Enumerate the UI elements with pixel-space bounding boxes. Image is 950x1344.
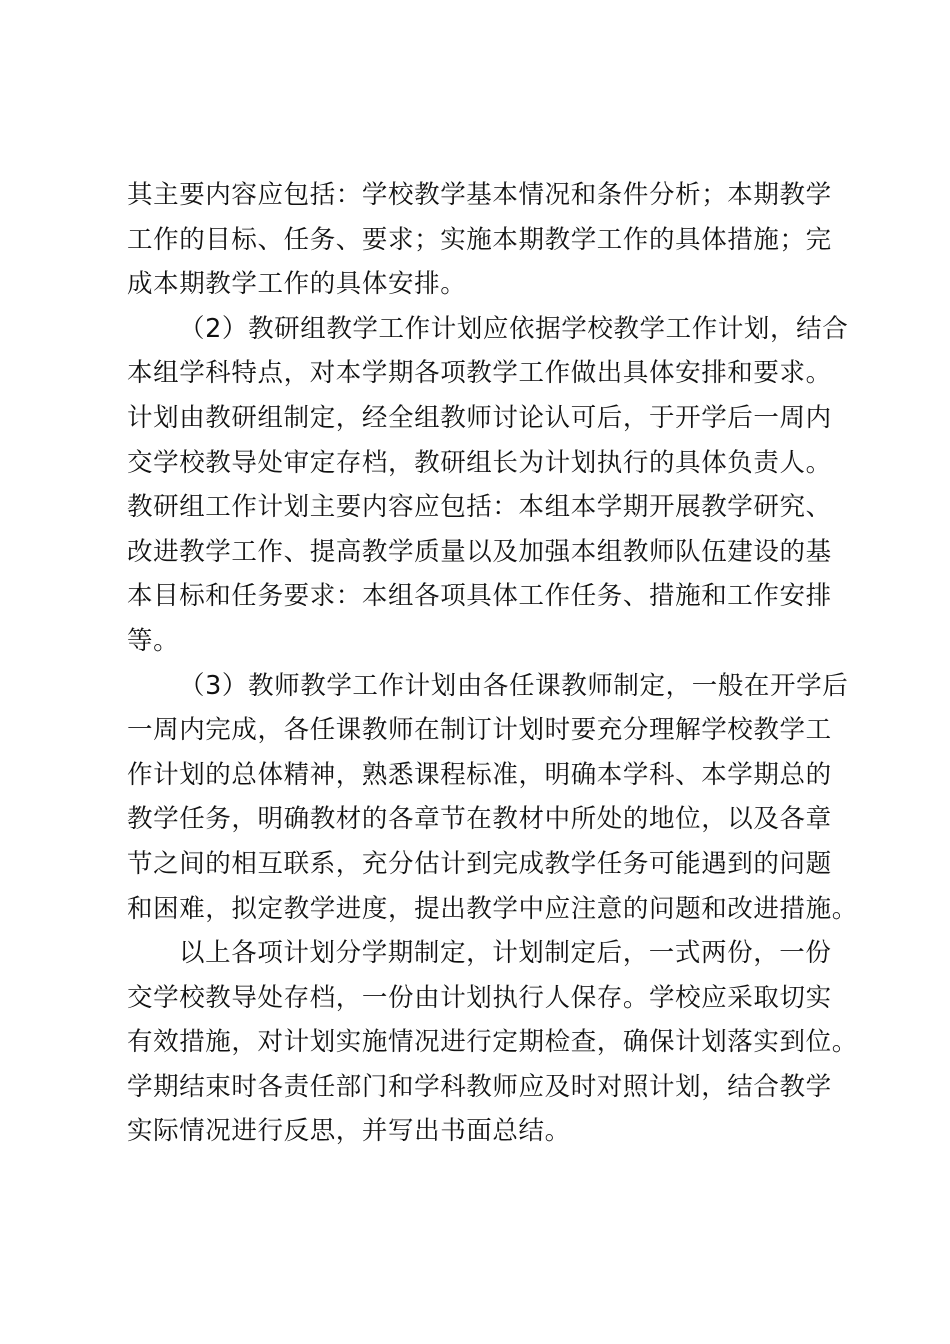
text-line: 实际情况进行反思，并写出书面总结。 xyxy=(127,1116,571,1147)
paragraph-start-line: （3）教师教学工作计划由各任课教师制定，一般在开学后 xyxy=(179,670,849,701)
paragraph-start-line: 以上各项计划分学期制定，计划制定后，一式两份，一份 xyxy=(179,938,832,969)
text-line: 学期结束时各责任部门和学科教师应及时对照计划，结合教学 xyxy=(127,1071,832,1102)
text-line: 作计划的总体精神，熟悉课程标准，明确本学科、本学期总的 xyxy=(127,759,832,790)
text-line: 教学任务，明确教材的各章节在教材中所处的地位，以及各章 xyxy=(127,804,832,835)
text-line: 计划由教研组制定，经全组教师讨论认可后，于开学后一周内 xyxy=(127,402,832,433)
text-line: 和困难，拟定教学进度，提出教学中应注意的问题和改进措施。 xyxy=(127,893,858,924)
text-line: 其主要内容应包括：学校教学基本情况和条件分析；本期教学 xyxy=(127,180,832,210)
text-line: 成本期教学工作的具体安排。 xyxy=(127,269,467,300)
text-line: 交学校教导处存档，一份由计划执行人保存。学校应采取切实 xyxy=(127,982,832,1013)
text-line: 本组学科特点，对本学期各项教学工作做出具体安排和要求。 xyxy=(127,358,832,389)
text-line: 教研组工作计划主要内容应包括：本组本学期开展教学研究、 xyxy=(127,492,832,523)
text-line: 一周内完成，各任课教师在制订计划时要充分理解学校教学工 xyxy=(127,715,832,746)
text-line: 改进教学工作、提高教学质量以及加强本组教师队伍建设的基 xyxy=(127,536,832,567)
document-body xyxy=(127,173,858,1154)
text-line: 等。 xyxy=(127,625,180,656)
text-line: 有效措施，对计划实施情况进行定期检查，确保计划落实到位。 xyxy=(127,1027,858,1058)
text-line: 工作的目标、任务、要求；实施本期教学工作的具体措施；完 xyxy=(127,224,832,255)
text-line: 交学校教导处审定存档，教研组长为计划执行的具体负责人。 xyxy=(127,447,832,478)
text-line: 本目标和任务要求：本组各项具体工作任务、措施和工作安排 xyxy=(127,581,832,612)
text-line: 节之间的相互联系，充分估计到完成教学任务可能遇到的问题 xyxy=(127,848,832,879)
paragraph-start-line: （2）教研组教学工作计划应依据学校教学工作计划，结合 xyxy=(179,313,849,344)
